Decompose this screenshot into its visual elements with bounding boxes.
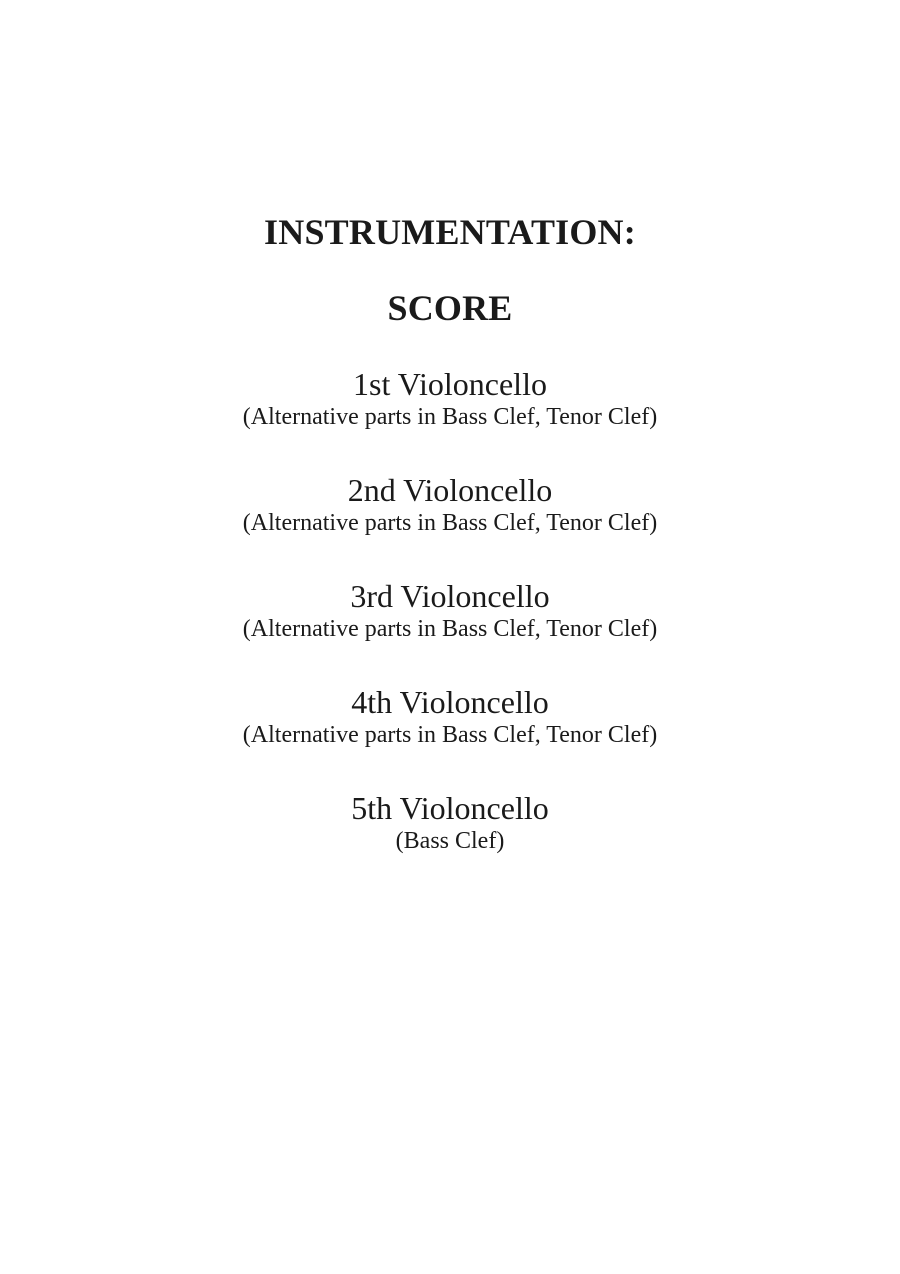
instrument-entry	[0, 684, 900, 750]
instrument-note: (Alternative parts in Bass Clef, Tenor Clef)	[242, 722, 658, 748]
instrument-name: 4th Violoncello	[351, 684, 549, 720]
instrument-name: 1st Violoncello	[353, 366, 547, 402]
score-heading: SCORE	[387, 288, 513, 328]
instrument-entry	[0, 578, 900, 644]
instrument-name: 2nd Violoncello	[347, 472, 553, 508]
instrument-entry	[0, 472, 900, 538]
instrument-entry	[0, 790, 900, 856]
instrument-note: (Alternative parts in Bass Clef, Tenor Clef)	[242, 510, 658, 536]
instrument-note: (Bass Clef)	[395, 828, 505, 854]
instrument-note: (Alternative parts in Bass Clef, Tenor Clef)	[242, 404, 658, 430]
instrument-entry	[0, 366, 900, 432]
instrument-note: (Alternative parts in Bass Clef, Tenor Clef)	[242, 616, 658, 642]
page-title: INSTRUMENTATION:	[264, 212, 636, 252]
instrument-name: 5th Violoncello	[351, 790, 549, 826]
instrument-name: 3rd Violoncello	[350, 578, 550, 614]
